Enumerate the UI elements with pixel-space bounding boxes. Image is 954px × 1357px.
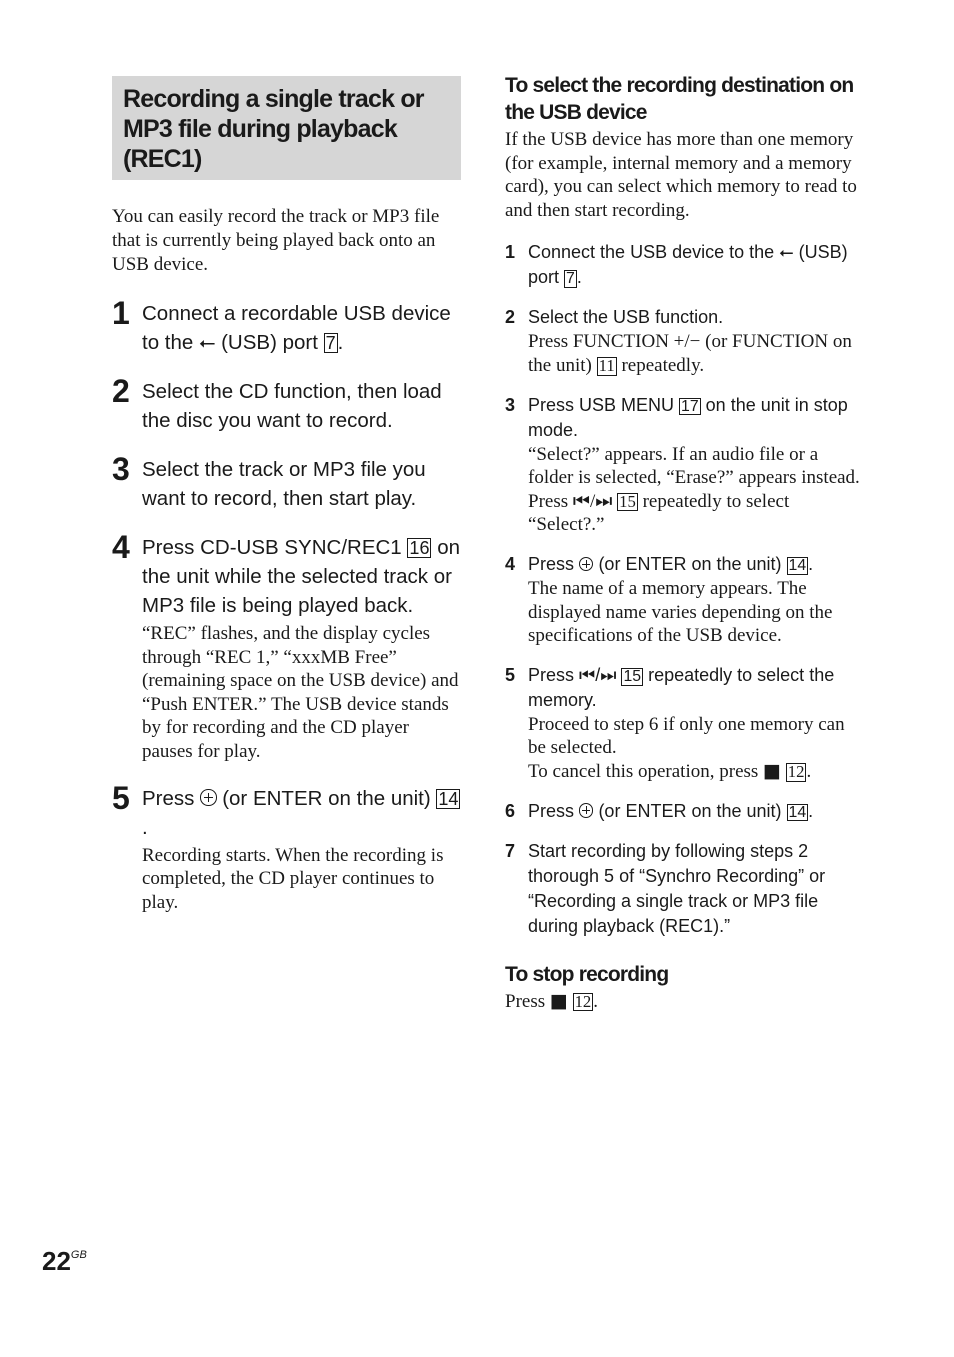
page-suffix: GB bbox=[70, 1249, 87, 1261]
right-column bbox=[505, 72, 865, 1013]
enter-icon bbox=[200, 789, 216, 805]
ref-number: 15 bbox=[619, 491, 636, 511]
step-4 bbox=[112, 529, 462, 764]
dest-step-1 bbox=[505, 240, 865, 290]
dest-step-4 bbox=[505, 552, 865, 648]
ref-number: 14 bbox=[788, 556, 807, 574]
step-heading: Press (or ENTER on the unit) 14 . bbox=[528, 800, 814, 821]
step-body: Press FUNCTION +/− (or FUNCTION on the unit) 11 repeatedly. bbox=[528, 331, 852, 376]
stop-icon: ■ bbox=[763, 759, 781, 782]
ref-number: 7 bbox=[325, 333, 336, 353]
dest-step-3 bbox=[505, 393, 865, 537]
step-heading: Select the CD function, then load the disc you want to record. bbox=[142, 380, 442, 432]
section-title: Recording a single track or MP3 file during playback (REC1) bbox=[123, 85, 424, 173]
stop-icon: ■ bbox=[549, 989, 568, 1012]
step-body: “REC” flashes, and the display cycles through “REC 1,” “xxxMB Free” (remaining space on the USB device) and “Push ENTER.” The USB device stands by for recording and the CD player pauses for play. bbox=[142, 623, 459, 762]
step-body: Proceed to step 6 if only one memory can be selected. To cancel this operation, press ■ 12 . bbox=[528, 713, 845, 782]
step-number: 4 bbox=[505, 553, 516, 574]
destination-intro: If the USB device has more than one memory (for example, internal memory and a memory card), you can select which memory to read to and then start recording. bbox=[505, 129, 857, 221]
left-column bbox=[112, 76, 462, 914]
step-body: The name of a memory appears. The displayed name varies depending on the specifications of the USB device. bbox=[528, 577, 833, 647]
step-heading: Press ⏮/⏭ 15 repeatedly to select the memory. bbox=[528, 664, 835, 710]
step-2 bbox=[112, 373, 462, 435]
step-heading: Connect the USB device to the ⭠ (USB) port 7 . bbox=[528, 242, 848, 288]
step-number: 1 bbox=[112, 295, 130, 331]
ref-number: 14 bbox=[788, 803, 807, 821]
step-1 bbox=[112, 295, 462, 357]
step-number: 3 bbox=[112, 451, 130, 487]
dest-step-2 bbox=[505, 305, 865, 377]
dest-step-7 bbox=[505, 839, 865, 939]
step-number: 7 bbox=[505, 840, 516, 861]
step-heading: Connect a recordable USB device to the ⭠ (USB) port 7. bbox=[142, 302, 451, 354]
ref-number: 7 bbox=[566, 270, 575, 288]
step-heading: Select the USB function. bbox=[528, 307, 724, 328]
ref-number: 11 bbox=[598, 355, 615, 375]
previous-icon: ⏮ bbox=[572, 489, 590, 512]
dest-step-5 bbox=[505, 663, 865, 784]
step-5 bbox=[112, 779, 462, 915]
step-number: 2 bbox=[112, 373, 130, 409]
next-icon: ⏭ bbox=[595, 489, 613, 512]
ref-number: 12 bbox=[787, 761, 805, 781]
previous-icon: ⏮ bbox=[579, 664, 596, 686]
ref-number: 15 bbox=[623, 667, 642, 685]
page-number: $22^{GB}$ bbox=[42, 1246, 87, 1276]
step-heading: Start recording by following steps 2 thorough 5 of “Synchro Recording” or “Recording a single track or MP3 file during playback (REC1).” bbox=[528, 840, 826, 936]
step-body: Recording starts. When the recording is completed, the CD player continues to play. bbox=[142, 844, 444, 913]
usb-icon: ⭠ bbox=[199, 330, 216, 354]
ref-number: 17 bbox=[681, 397, 699, 415]
enter-icon bbox=[579, 803, 593, 817]
stop-recording-heading: To stop recording bbox=[505, 962, 669, 986]
enter-icon bbox=[579, 557, 593, 571]
step-heading: Press USB MENU 17 on the unit in stop mode. bbox=[528, 394, 848, 440]
section-title-box bbox=[112, 76, 461, 180]
ref-number: 12 bbox=[574, 991, 592, 1011]
step-heading: Select the track or MP3 file you want to record, then start play. bbox=[142, 458, 426, 510]
step-number: 5 bbox=[505, 664, 516, 685]
step-heading: Press (or ENTER on the unit) 14 . bbox=[528, 553, 814, 574]
ref-number: 14 bbox=[438, 788, 459, 809]
step-number: 5 bbox=[112, 779, 130, 816]
next-icon: ⏭ bbox=[600, 664, 617, 686]
step-number: 2 bbox=[505, 307, 516, 328]
step-number: 6 bbox=[505, 800, 516, 821]
step-number: 1 bbox=[505, 242, 516, 263]
step-3 bbox=[112, 451, 462, 513]
usb-icon: ⭠ bbox=[779, 242, 794, 264]
step-number: 4 bbox=[112, 529, 130, 565]
intro-text: You can easily record the track or MP3 file that is currently being played back onto an USB device. bbox=[112, 206, 440, 275]
step-body: “Select?” appears. If an audio file or a folder is selected, “Erase?” appears instead. Press ⏮/⏭ 15 repeatedly to select “Select?.” bbox=[528, 443, 860, 536]
step-number: 3 bbox=[505, 394, 516, 415]
stop-recording-text: Press ■ 12 . bbox=[505, 989, 599, 1012]
ref-number: 16 bbox=[409, 538, 430, 558]
step-heading: Press (or ENTER on the unit) 14. bbox=[142, 786, 459, 839]
dest-step-6 bbox=[505, 799, 865, 824]
step-heading: Press CD-USB SYNC/REC1 16 on the unit while the selected track or MP3 file is being played back. bbox=[142, 536, 460, 617]
destination-heading: To select the recording destination on the USB device bbox=[505, 74, 854, 124]
